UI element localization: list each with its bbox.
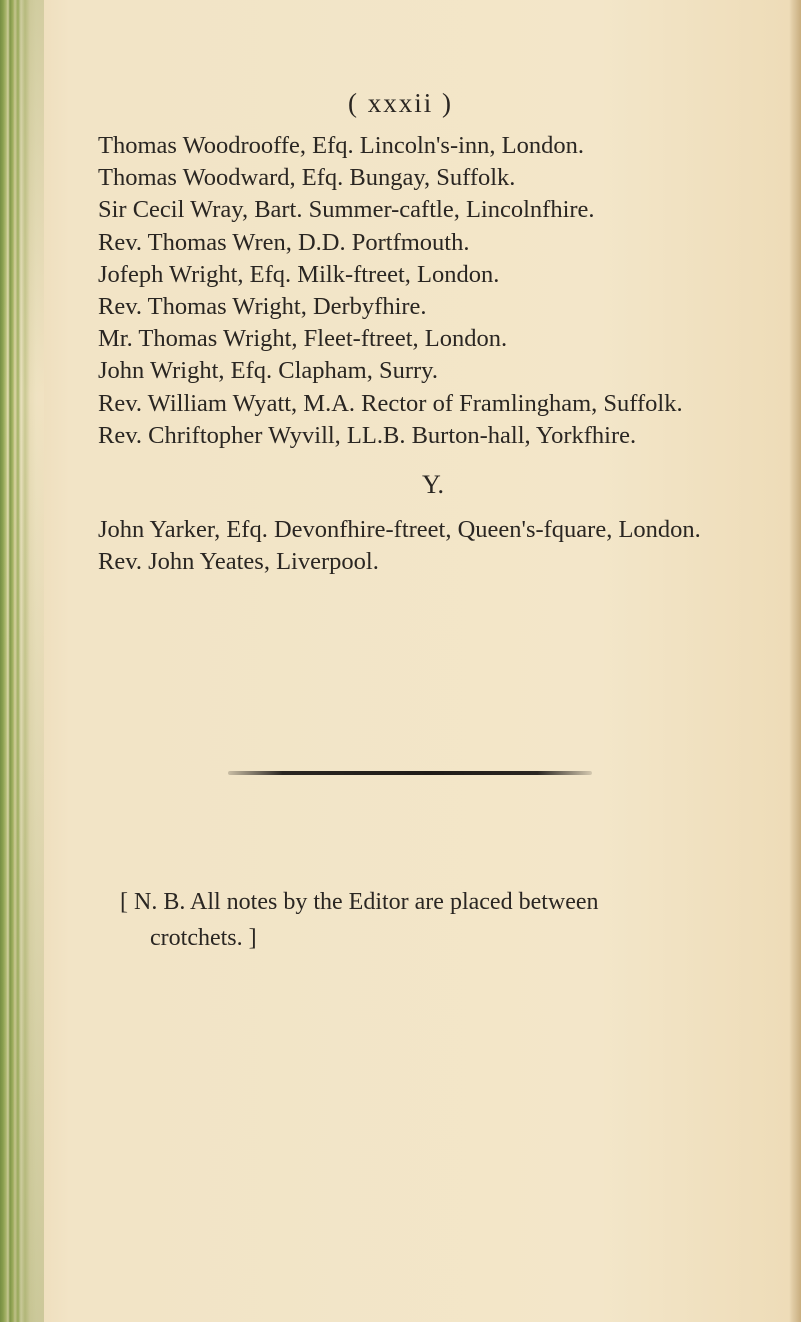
binding-shade xyxy=(0,0,44,1322)
end-rule xyxy=(228,771,592,775)
note-line-1: [ N. B. All notes by the Editor are placed between xyxy=(120,889,599,915)
list-entry: Rev. John Yeates, Liverpool. xyxy=(98,548,379,576)
list-entry: Thomas Woodrooffe, Efq. Lincoln's-inn, London. xyxy=(98,132,585,159)
subscriber-list xyxy=(98,130,768,578)
list-entry: John Wright, Efq. Clapham, Surry. xyxy=(98,357,438,385)
note-line-2: crotchets. ] xyxy=(150,925,257,951)
list-entry: Mr. Thomas Wright, Fleet-ftreet, London. xyxy=(98,325,508,353)
list-entry: Rev. Chriftopher Wyvill, LL.B. Burton-hall, Yorkfhire. xyxy=(98,421,637,449)
page-number-header: ( xxxii ) xyxy=(348,88,453,118)
list-entry: John Yarker, Efq. Devonfhire-ftreet, Queen's-fquare, London. xyxy=(98,516,701,544)
list-entry: Sir Cecil Wray, Bart. Summer-caftle, Lincolnfhire. xyxy=(98,196,595,224)
list-entry: Rev. Thomas Wright, Derbyfhire. xyxy=(98,293,427,321)
list-entry: Rev. William Wyatt, M.A. Rector of Framlingham, Suffolk. xyxy=(98,389,683,417)
section-letter: Y. xyxy=(422,470,444,500)
list-entry: Thomas Woodward, Efq. Bungay, Suffolk. xyxy=(98,164,516,192)
list-entry: Jofeph Wright, Efq. Milk-ftreet, London. xyxy=(98,260,500,288)
editor-note xyxy=(120,884,770,956)
list-entry: Rev. Thomas Wren, D.D. Portfmouth. xyxy=(98,228,470,256)
page-edge xyxy=(789,0,801,1322)
